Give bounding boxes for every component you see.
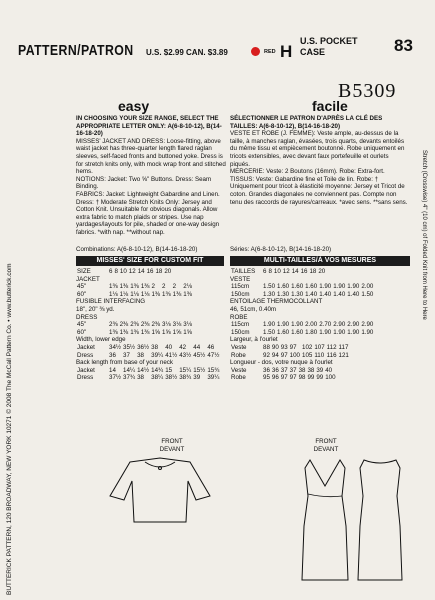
table-label: Largeur, à l'ourlet [230,336,278,344]
table-cell: 1⅜ [162,290,171,298]
table-cell: 1.60 [277,283,290,291]
table-cell: 1⅝ [162,328,171,336]
table-cell: 39 [316,366,324,374]
table-cell: 1⅜ [119,328,129,336]
size-table-en [76,268,226,382]
table-row: 45" 2⅜ 2⅜ 2⅜ 2⅜ 2⅜ 3⅛ 3⅛ 3⅛ [77,321,192,329]
table-cell: 93 [280,343,288,351]
red-label: RED [264,49,276,55]
table-cell: 97 [280,374,288,382]
table-cell: 39¼ [151,351,164,359]
left-edge-strip [2,60,20,595]
table-cell: 1.90 [291,321,304,329]
table-cell: 18 [155,268,163,275]
table-cell: 6 [263,268,267,275]
table-cell: 20 [164,268,172,275]
table-cell: 1.50 [361,290,374,298]
table-cell: 97 [280,351,288,359]
table-cell: 1⅜ [140,328,150,336]
table-cell: 38 [137,351,144,359]
dress-back-sketch [350,456,410,586]
size-letter: H [280,42,293,61]
table-cell: 1⅝ [151,328,161,336]
table-label: FUSIBLE INTERFACING [76,298,146,306]
title-easy: easy [118,98,150,114]
table-cell: 41½ [165,351,178,359]
table-cell: 90 [271,343,279,351]
table-row: 60" 1⅛ 1⅛ 1⅛ 1⅛ 1⅜ 1⅜ 1⅜ 1⅜ [77,290,192,298]
table-row: Dress 36 37 38 39¼ 41½ 43½ 45½ 47½ [77,351,220,359]
table-label: JACKET [76,275,100,283]
table-cell: 94 [271,351,279,359]
table-cell: 12 [128,268,136,275]
table-cell: 2.90 [361,321,374,329]
table-cell: 34½ [109,343,122,351]
table-label: 18", 20" ⅜ yd. [76,305,115,313]
table-cell: 14½ [137,366,150,374]
table-cell: 1.90 [347,328,360,336]
combinations: Combinations: A(6-8-10-12), B(14-16-18-20) [76,246,198,253]
table-cell: 1⅜ [183,290,192,298]
table-label: 46, 51cm, 0.40m [230,305,277,313]
table-cell: 46 [207,343,215,351]
table-cell: 37 [123,351,130,359]
table-cell: 38 [137,374,144,382]
table-cell: 1⅜ [172,290,182,298]
table-cell: 36 [271,366,279,374]
table-cell: 2 [151,283,155,291]
header [18,36,417,102]
table-cell: 44 [193,343,201,351]
table-cell: 98 [298,374,306,382]
table-cell: 1.90 [319,283,332,291]
table-row: Robe 95 96 97 97 98 99 99 100 [231,374,336,382]
table-cell: 1.30 [263,290,276,298]
price: U.S. $2.99 CAN. $3.89 [146,48,228,57]
table-cell: 2⅛ [183,283,192,291]
table-row: 115cm 1.50 1.60 1.60 1.60 1.90 1.90 1.90 2.00 [231,283,374,291]
table-cell: 1⅛ [109,290,118,298]
table-cell: 1.50 [263,283,276,291]
table-cell: 2.00 [361,283,374,291]
table-cell: 38 [307,366,315,374]
table-cell: 39 [193,374,201,382]
table-cell: 1.40 [319,290,332,298]
table-label: VESTE [230,275,251,283]
table-cell: 1.90 [333,283,346,291]
table-cell: 1⅜ [109,283,118,291]
table-cell: 14¾ [151,366,164,374]
table-cell: 45½ [193,351,206,359]
table-cell: 1.60 [291,283,304,291]
table-row: Dress 37½ 37¾ 38 38¼ 38½ 38¾ 39 39¼ [77,374,220,382]
table-cell: 40 [165,343,173,351]
table-cell: 1.60 [305,283,318,291]
table-cell: 18 [309,268,317,275]
title-facile: facile [312,98,348,114]
size-bar-en: MISSES' SIZE FOR CUSTOM FIT [76,256,224,266]
table-cell: 10 [273,268,281,275]
table-cell: 1.90 [319,328,332,336]
table-cell: 2⅜ [151,321,161,329]
table-cell: 88 [263,343,270,351]
table-cell: 47½ [207,351,220,359]
table-cell: 35½ [123,343,136,351]
table-cell: 38¼ [151,374,164,382]
table-cell: 100 [289,351,300,359]
table-cell: 38½ [165,374,178,382]
table-cell: 1.40 [347,290,360,298]
table-cell: 1⅛ [119,290,129,298]
table-cell: 1⅝ [183,328,192,336]
table-cell: 8 [268,268,272,275]
table-cell: 2.00 [305,321,318,329]
table-cell: 40 [325,366,333,374]
table-cell: 15 [165,366,173,374]
table-cell: 16 [146,268,154,275]
table-row: Veste 36 36 37 37 38 38 39 40 [230,367,337,375]
table-cell: 1⅜ [130,283,139,291]
red-dot-icon [251,47,260,56]
table-cell: 10 [119,268,127,275]
table-cell: 15¼ [179,366,192,374]
table-cell: 2.90 [347,321,360,329]
table-cell: 1.40 [333,290,346,298]
table-cell: 39¼ [207,374,220,382]
series: Séries: A(6-8-10-12), B(14-16-18-20) [230,246,332,253]
table-cell: 1⅜ [109,328,118,336]
table-cell: 37 [289,366,297,374]
table-cell: 14 [291,268,299,275]
table-cell: 1.90 [333,328,346,336]
table-cell: 110 [314,351,325,359]
table-cell: 97 [289,374,297,382]
table-cell: 36 [263,366,270,374]
size-table-fr [230,268,410,382]
table-cell: 36 [109,351,116,359]
table-cell: 121 [338,351,349,359]
table-row: SIZE 6 8 10 12 14 16 18 20 [77,268,172,275]
table-cell: 105 [302,351,313,359]
table-row: 45" 1⅜ 1⅜ 1⅜ 1⅜ 2 2 2 2⅛ [77,283,192,291]
front-label-en: FRONT DEVANT [159,438,185,453]
table-cell: 116 [326,351,337,359]
table-cell: 38¾ [179,374,192,382]
table-cell: 117 [338,343,349,351]
table-cell: 2⅜ [130,321,139,329]
table-cell: 8 [114,268,118,275]
english-text: IN CHOOSING YOUR SIZE RANGE, SELECT THE APPROPRIATE LETTER ONLY: A(6-8-10-12), B(14-16-18-20) MISSES' JACKET AND DRESS: Loose-fitting, above waist jacket has three-quarter length flared raglan sleeves, self-faced fronts and buttoned yoke. Dress is for stretch knits only, with mock wrap front and stitched hems. NOTIONS: Jacket: Two ⅝" Buttons. Dress: Seam Binding. FABRICS: Jacket: Lightweight Gabardine and Linen. Dress: † Moderate Stretch Knits Only: Jersey and Cotton Knit. Unsuitable for obvious diagonals. Allow extra fabric to match plaids or stripes. Use nap yardages/layouts for pile, shaded or one-way design fabrics. *with nap. **without nap. [76,115,226,236]
french-text: SÉLECTIONNER LE PATRON D'APRÈS LA CLÉ DES TAILLES: A(6-8-10-12), B(14-16-18-20) VESTE ET ROBE (J. FEMME): Veste ample, au-dessus de la taille, à manches raglan, évasées, trois quarts, devants entoilés du même tissu et empiècement boutonné. Robe uniquement en tricots extensibles, avec devant faux portefeuille et ourlets piqués. MERCERIE: Veste: 2 Boutons (16mm). Robe: Extra-fort. TISSUS: Veste: Gabardine fine et Toile de lin. Robe: † Uniquement pour tricot à élasticité moyenne: Jersey et Tricot de coton. Grandes diagonales ne conviennent pas. Compte non tenu des raccords de rayures/carreaux. *avec sens. **sans sens. [230,115,408,206]
table-cell: 36½ [137,343,150,351]
table-label: Longueur - dos, votre nuque à l'ourlet [230,359,333,367]
table-cell: 95 [263,374,270,382]
table-label: Back length from base of your neck [76,359,173,367]
table-cell: 1.50 [263,328,276,336]
table-cell: 99 [307,374,315,382]
table-cell: 42 [179,343,187,351]
table-cell: 1.90 [277,321,290,329]
table-cell: 107 [314,343,325,351]
table-label: DRESS [76,313,98,321]
table-cell: 37¾ [123,374,136,382]
table-cell: 37½ [109,374,122,382]
table-cell: 112 [326,343,337,351]
table-row: Robe 92 94 97 100 105 110 116 121 [231,351,349,359]
table-cell: 1⅝ [172,328,182,336]
table-row: 115cm 1.90 1.90 1.90 2.00 2.70 2.90 2.90 2.90 [231,321,374,329]
table-cell: 1⅜ [130,328,139,336]
table-cell: 3⅛ [172,321,182,329]
front-label-fr: FRONT DEVANT [313,438,339,453]
table-cell: 99 [316,374,324,382]
size-bar-fr: MULTI-TAILLES/À VOS MESURES [230,256,410,266]
stretch-gauge [411,150,433,590]
table-cell: 2.90 [333,321,346,329]
table-cell: 102 [302,343,313,351]
table-row: Jacket 14 14¼ 14½ 14¾ 15 15¼ 15½ 15¾ [77,366,220,374]
table-cell: 96 [271,374,279,382]
table-cell: 2.70 [319,321,332,329]
pattern-number: B5309 [338,80,397,102]
table-cell: 2⅜ [140,321,150,329]
table-cell: 1.30 [277,290,290,298]
table-cell: 3⅛ [183,321,192,329]
table-cell: 2⅜ [109,321,118,329]
brand-logo: PATTERN/PATRON [18,42,134,59]
table-cell: 37 [280,366,288,374]
table-row: 150cm 1.50 1.60 1.60 1.80 1.90 1.90 1.90 1.90 [231,328,374,336]
table-cell: 43½ [179,351,192,359]
table-cell: 15½ [193,366,206,374]
table-cell: 3⅛ [162,321,171,329]
table-cell: 16 [300,268,308,275]
table-cell: 1.90 [347,283,360,291]
pocket-case: U.S. POCKET CASE [300,36,358,57]
table-label: ROBE [230,313,248,321]
table-cell: 2⅜ [119,321,129,329]
table-cell: 14¼ [123,366,136,374]
table-cell: 1⅜ [140,283,150,291]
table-cell: 1.90 [263,321,276,329]
table-cell: 15¾ [207,366,220,374]
table-row: 150cm 1.30 1.30 1.30 1.40 1.40 1.40 1.40 1.50 [231,290,374,298]
table-cell: 12 [282,268,290,275]
table-cell: 6 [109,268,113,275]
table-cell: 97 [289,343,297,351]
table-cell: 1.30 [291,290,304,298]
table-cell: 1⅛ [130,290,139,298]
table-row: TAILLES 6 8 10 12 14 16 18 20 [231,268,326,275]
table-cell: 92 [263,351,270,359]
publisher-text: BUTTERICK PATTERN, 120 BROADWAY, NEW YORK 10271 © 2008 The McCall Pattern Co. • www.butterick.com [6,263,13,595]
table-cell: 1.80 [305,328,318,336]
table-cell: 14 [137,268,145,275]
table-cell: 1.90 [361,328,374,336]
stretch-gauge-text: Stretch (Crosswise) 4" (10 cm) of Folded Knit from Here to Here [421,150,427,320]
table-cell: 2 [162,283,166,291]
table-cell: 1.40 [305,290,318,298]
table-cell: 20 [318,268,326,275]
table-cell: 1.60 [277,328,290,336]
table-cell: 38 [151,343,159,351]
table-label: ENTOILAGE THERMOCOLLANT [230,298,323,306]
table-cell: 14 [109,366,116,374]
table-label: Width, lower edge [76,336,126,344]
table-cell: 1⅜ [151,290,161,298]
table-cell: 38 [298,366,306,374]
table-row: 60" 1⅜ 1⅜ 1⅜ 1⅜ 1⅝ 1⅝ 1⅝ 1⅝ [77,328,192,336]
table-cell: 1.60 [291,328,304,336]
table-cell: 1⅛ [140,290,150,298]
table-cell: 2 [172,283,177,291]
pocket-case-number: 83 [394,36,413,55]
table-cell: 100 [325,374,336,382]
table-row: Veste 88 90 93 97 102 107 112 117 [231,343,349,351]
jacket-sketch [90,456,225,526]
table-cell: 1⅜ [119,283,129,291]
table-row: Jacket 34½ 35½ 36½ 38 40 42 44 46 [76,344,220,352]
